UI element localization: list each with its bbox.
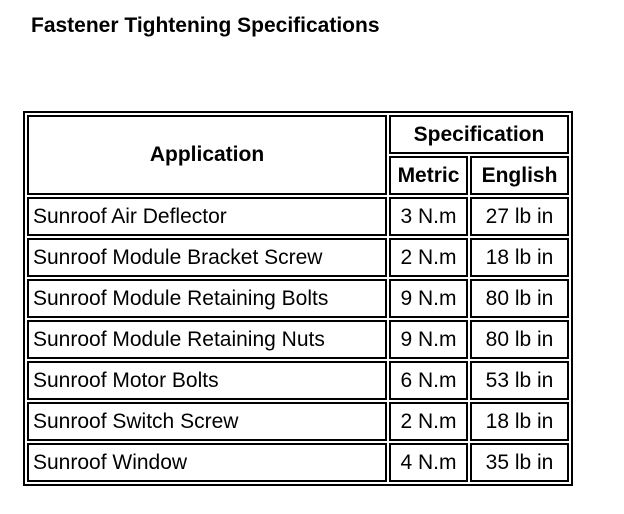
- cell-english: 18 lb in: [470, 402, 569, 441]
- cell-metric: 2 N.m: [389, 402, 468, 441]
- table-row: [27, 402, 569, 441]
- cell-english: 80 lb in: [470, 320, 569, 359]
- cell-application: Sunroof Module Retaining Bolts: [27, 279, 387, 318]
- cell-metric: 6 N.m: [389, 361, 468, 400]
- cell-application: Sunroof Air Deflector: [27, 197, 387, 236]
- table-row: [27, 320, 569, 359]
- cell-english: 18 lb in: [470, 238, 569, 277]
- fastener-spec-table: [23, 111, 573, 486]
- cell-application: Sunroof Module Retaining Nuts: [27, 320, 387, 359]
- column-header-english: English: [470, 156, 569, 195]
- table-row: [27, 279, 569, 318]
- cell-application: Sunroof Motor Bolts: [27, 361, 387, 400]
- cell-english: 35 lb in: [470, 443, 569, 482]
- cell-metric: 4 N.m: [389, 443, 468, 482]
- cell-english: 27 lb in: [470, 197, 569, 236]
- table-row: [27, 197, 569, 236]
- table-row: [27, 361, 569, 400]
- table-row: [27, 443, 569, 482]
- cell-application: Sunroof Module Bracket Screw: [27, 238, 387, 277]
- cell-english: 53 lb in: [470, 361, 569, 400]
- table-header-row: [27, 115, 569, 154]
- column-header-metric: Metric: [389, 156, 468, 195]
- cell-metric: 3 N.m: [389, 197, 468, 236]
- column-header-specification: Specification: [389, 115, 569, 154]
- cell-metric: 9 N.m: [389, 279, 468, 318]
- cell-application: Sunroof Window: [27, 443, 387, 482]
- column-header-application: Application: [27, 115, 387, 195]
- cell-english: 80 lb in: [470, 279, 569, 318]
- page-title: Fastener Tightening Specifications: [31, 14, 380, 37]
- cell-metric: 9 N.m: [389, 320, 468, 359]
- cell-metric: 2 N.m: [389, 238, 468, 277]
- cell-application: Sunroof Switch Screw: [27, 402, 387, 441]
- table-row: [27, 238, 569, 277]
